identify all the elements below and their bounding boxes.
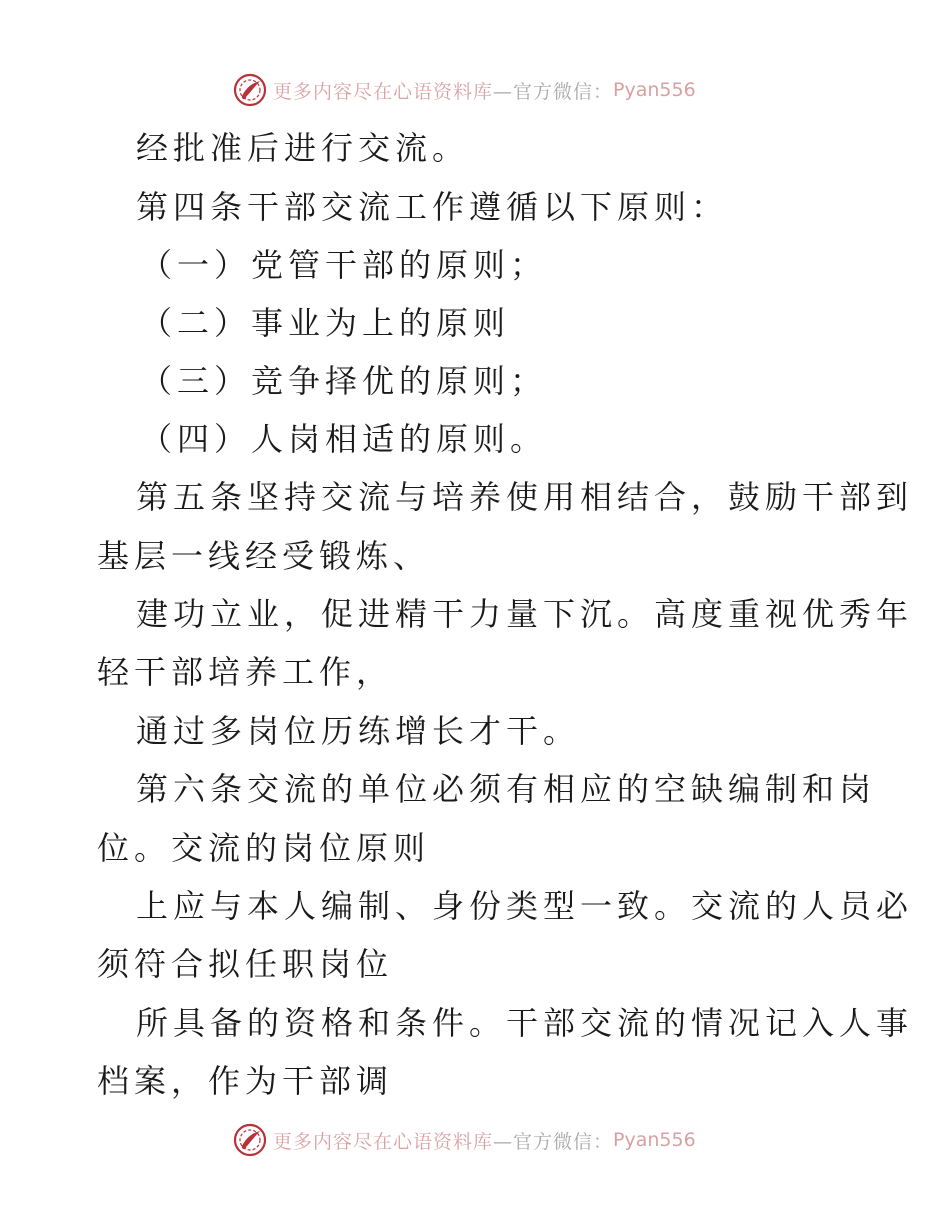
text-line: 须符合拟任职岗位 [97, 945, 394, 983]
text-line: 基层一线经受锻炼、 [97, 537, 431, 575]
text-line: 上应与本人编制、身份类型一致。交流的人员必 [136, 887, 914, 925]
watermark-separator-text: —官方微信： [493, 80, 614, 103]
brand-logo-icon [233, 73, 267, 107]
text-line: 通过多岗位历练增长才干。 [136, 712, 581, 750]
watermark-separator-text: —官方微信： [493, 1130, 614, 1153]
text-line: 轻干部培养工作， [97, 653, 394, 691]
watermark-account-text: Pyan556 [613, 1129, 696, 1151]
watermark-account-text: Pyan556 [613, 79, 696, 101]
text-line: 所具备的资格和条件。干部交流的情况记入人事 [136, 1004, 914, 1042]
text-line: 档案，作为干部调 [97, 1062, 394, 1100]
watermark-header [233, 72, 753, 108]
text-line: 第六条交流的单位必须有相应的空缺编制和岗 [136, 770, 877, 808]
text-line: 建功立业，促进精干力量下沉。高度重视优秀年 [136, 595, 914, 633]
text-line: 第四条干部交流工作遵循以下原则： [136, 188, 729, 226]
text-line: （一）党管干部的原则； [140, 246, 548, 284]
text-line: 第五条坚持交流与培养使用相结合，鼓励干部到 [136, 478, 914, 516]
watermark-main-text: 更多内容尽在心语资料库 [273, 80, 494, 103]
text-line: 位。交流的岗位原则 [97, 829, 431, 867]
watermark-main-text: 更多内容尽在心语资料库 [273, 1130, 494, 1153]
text-line: （二）事业为上的原则 [140, 304, 511, 342]
text-line: 经批准后进行交流。 [136, 129, 470, 167]
watermark-footer [233, 1122, 753, 1158]
text-line: （三）竞争择优的原则； [140, 362, 548, 400]
brand-logo-icon [233, 1123, 267, 1157]
text-line: （四）人岗相适的原则。 [140, 420, 548, 458]
